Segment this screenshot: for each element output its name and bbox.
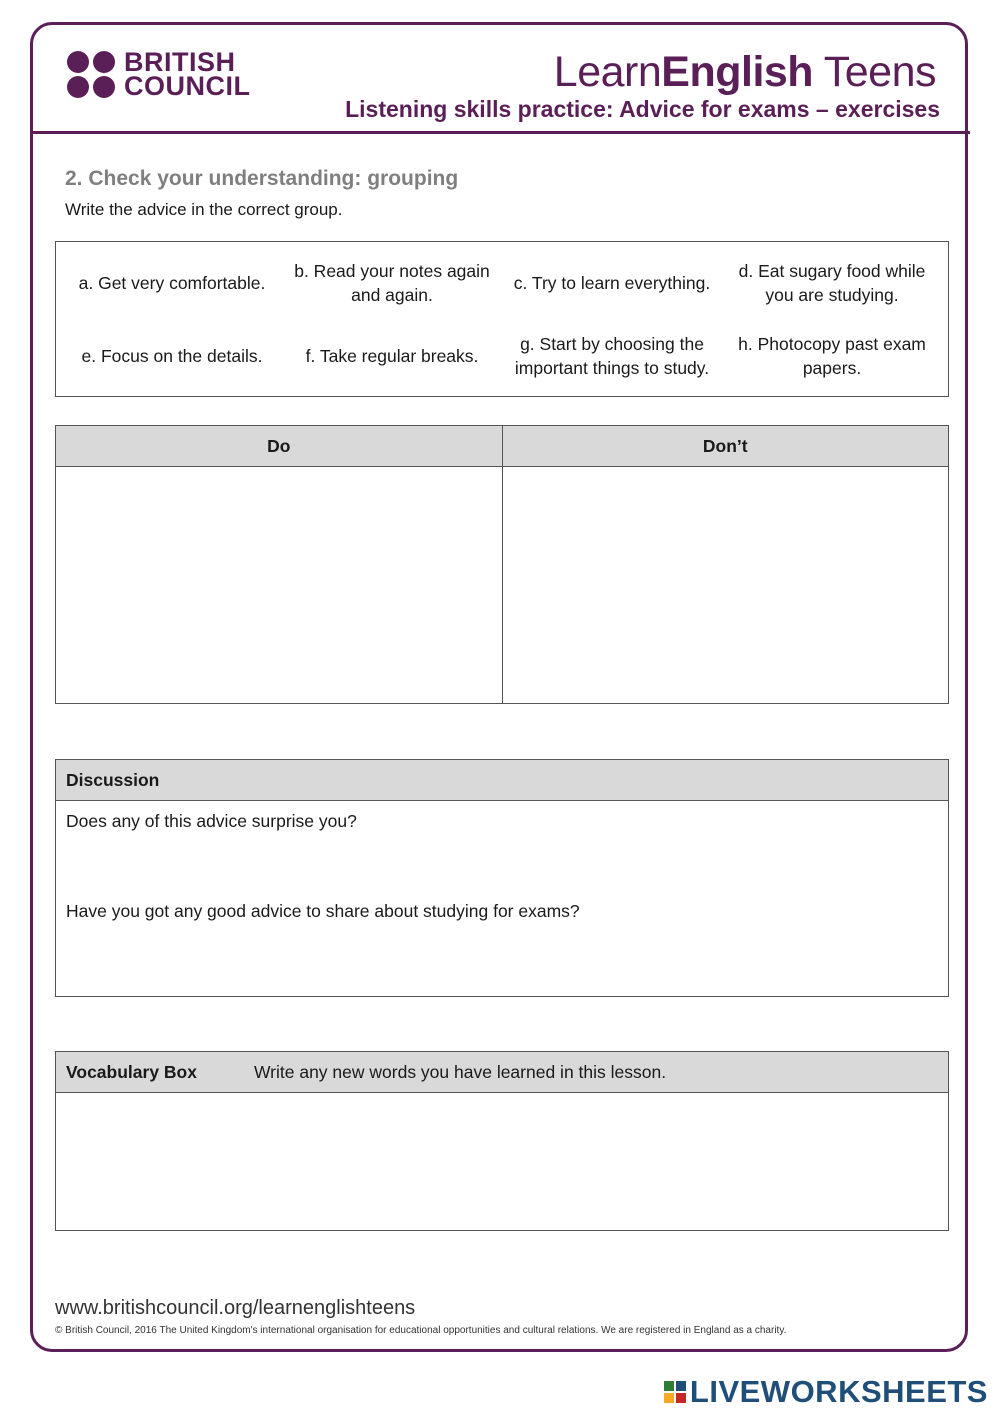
discussion-question-2: Have you got any good advice to share about studying for exams? — [66, 901, 580, 921]
header-divider — [30, 131, 970, 134]
advice-item-f[interactable]: f. Take regular breaks. — [305, 345, 479, 366]
liveworksheets-icon — [664, 1381, 686, 1403]
advice-item-h[interactable]: h. Photocopy past exam papers. — [738, 333, 926, 378]
advice-item-c[interactable]: c. Try to learn everything. — [513, 272, 711, 293]
discussion-title: Discussion — [66, 769, 160, 790]
section-title: 2. Check your understanding: grouping — [65, 167, 459, 190]
do-column-header: Do — [56, 426, 503, 467]
liveworksheets-watermark — [664, 1374, 988, 1410]
bc-logo-line1: BRITISH — [124, 47, 236, 77]
discussion-box — [55, 759, 949, 997]
vocabulary-header — [56, 1052, 948, 1093]
section-instruction: Write the advice in the correct group. — [65, 200, 343, 219]
dont-drop-area[interactable] — [502, 467, 949, 704]
vocabulary-write-area[interactable] — [56, 1093, 948, 1231]
discussion-header — [56, 760, 948, 801]
advice-item-a[interactable]: a. Get very comfortable. — [78, 272, 266, 293]
discussion-question-1: Does any of this advice surprise you? — [66, 811, 357, 831]
bc-logo-line2: COUNCIL — [124, 71, 251, 101]
advice-item-e[interactable]: e. Focus on the details. — [81, 345, 263, 366]
dont-column-header: Don’t — [502, 426, 949, 467]
footer-url[interactable]: www.britishcouncil.org/learnenglishteens — [55, 1297, 416, 1319]
le-logo-english: English — [661, 48, 814, 96]
vocabulary-title: Vocabulary Box — [66, 1061, 197, 1082]
advice-item-d[interactable]: d. Eat sugary food while you are studying. — [738, 260, 926, 305]
worksheet-subtitle: Listening skills practice: Advice for exams – exercises — [345, 96, 940, 122]
advice-options-box — [55, 241, 949, 397]
advice-item-b[interactable]: b. Read your notes again and again. — [294, 260, 490, 305]
le-logo-teens: Teens — [813, 48, 936, 96]
learnenglish-teens-logo — [554, 48, 936, 97]
vocabulary-instruction: Write any new words you have learned in this lesson. — [253, 1061, 667, 1082]
do-drop-area[interactable] — [56, 467, 503, 704]
le-logo-learn: Learn — [553, 48, 662, 96]
british-council-logo — [67, 47, 251, 101]
vocabulary-box — [55, 1051, 949, 1231]
footer-copyright: © British Council, 2016 The United Kingdom's international organisation for educational opportunities and cultural relations. We are registered in England as a charity. — [55, 1325, 787, 1336]
advice-item-g[interactable]: g. Start by choosing the important things to study. — [514, 333, 710, 378]
liveworksheets-text: LIVEWORKSHEETS — [689, 1374, 988, 1409]
british-council-dots-icon — [67, 51, 116, 98]
do-dont-table — [55, 425, 949, 704]
